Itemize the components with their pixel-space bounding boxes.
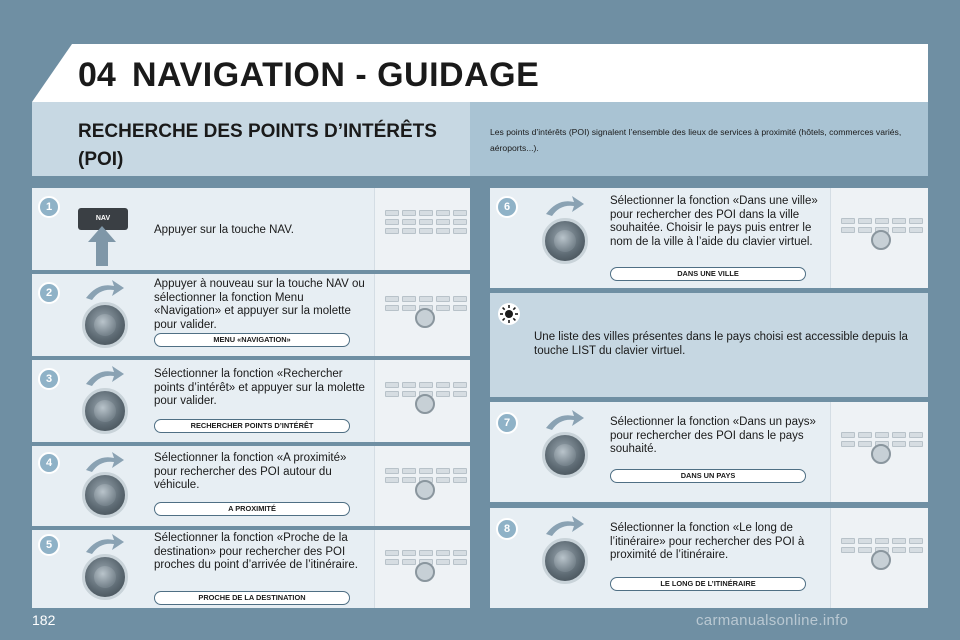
step-thumbnail	[374, 360, 470, 442]
step-thumbnail	[374, 188, 470, 270]
rotate-arrow-icon	[84, 450, 124, 472]
rotate-arrow-icon	[544, 408, 584, 430]
step-text: Sélectionner la fonction «A proximité» pour rechercher des POI autour du véhicule.	[154, 452, 347, 491]
info-text: Une liste des villes présentes dans le pays choisi est accessible depuis la touche LIST du clavier virtuel.	[534, 331, 908, 357]
chapter-number: 04	[78, 56, 116, 94]
rotary-knob-icon	[82, 388, 128, 434]
page-title: NAVIGATION - GUIDAGE	[132, 56, 540, 94]
step-text: Sélectionner la fonction «Dans une ville» pour rechercher des POI dans la ville souhaitée. Choisir le pays puis entrer le nom de la ville à l’aide du clavier virtuel.	[610, 195, 818, 248]
watermark: carmanualsonline.info	[696, 612, 849, 629]
tip-sun-icon	[498, 303, 520, 325]
step-thumbnail	[830, 508, 928, 608]
dashboard-thumbnail	[385, 550, 467, 568]
step-thumbnail	[830, 188, 928, 288]
menu-pill: A PROXIMITÉ	[154, 502, 350, 516]
menu-pill: MENU «NAVIGATION»	[154, 333, 350, 347]
section-title: RECHERCHE DES POINTS D’INTÉRÊTS (POI)	[78, 121, 437, 170]
rotary-knob-icon	[542, 538, 588, 584]
dashboard-thumbnail	[841, 218, 923, 236]
rotary-knob-icon	[82, 472, 128, 518]
dashboard-thumbnail	[841, 432, 923, 450]
step-badge: 5	[38, 534, 60, 556]
menu-pill: DANS UN PAYS	[610, 469, 806, 483]
step-badge: 1	[38, 196, 60, 218]
section-intro: Les points d’intérêts (POI) signalent l’ensemble des lieux de services à proximité (hôtels, commerces variés, aéroports...).	[490, 127, 902, 153]
rotary-knob-icon	[542, 432, 588, 478]
step-text: Sélectionner la fonction «Proche de la destination» pour rechercher des POI proches du point d’arrivée de l’itinéraire.	[154, 532, 358, 571]
dashboard-thumbnail	[385, 210, 467, 237]
nav-key-icon: NAV	[78, 208, 128, 230]
rotate-arrow-icon	[84, 364, 124, 386]
step-badge: 2	[38, 282, 60, 304]
rotary-knob-icon	[82, 554, 128, 600]
rotary-knob-icon	[542, 218, 588, 264]
step-badge: 3	[38, 368, 60, 390]
header-corner	[32, 44, 72, 102]
step-thumbnail	[374, 530, 470, 608]
dashboard-thumbnail	[385, 468, 467, 486]
dashboard-thumbnail	[841, 538, 923, 556]
page-number: 182	[32, 612, 56, 628]
step-text: Sélectionner la fonction «Dans un pays» pour rechercher des POI dans le pays souhaité.	[610, 416, 816, 455]
rotary-knob-icon	[82, 302, 128, 348]
step-thumbnail	[830, 402, 928, 502]
menu-pill: DANS UNE VILLE	[610, 267, 806, 281]
step-badge: 4	[38, 452, 60, 474]
rotate-arrow-icon	[544, 514, 584, 536]
dashboard-thumbnail	[385, 296, 467, 314]
rotate-arrow-icon	[84, 532, 124, 554]
step-text: Appuyer à nouveau sur la touche NAV ou sélectionner la fonction Menu «Navigation» et appuyer sur la molette pour valider.	[154, 278, 365, 331]
step-badge: 8	[496, 518, 518, 540]
step-badge: 7	[496, 412, 518, 434]
step-thumbnail	[374, 446, 470, 526]
step-badge: 6	[496, 196, 518, 218]
step-text: Sélectionner la fonction «Le long de l’itinéraire» pour rechercher des POI à proximité de l’itinéraire.	[610, 522, 805, 561]
menu-pill: RECHERCHER POINTS D’INTÉRÊT	[154, 419, 350, 433]
rotate-arrow-icon	[544, 194, 584, 216]
rotate-arrow-icon	[84, 278, 124, 300]
menu-pill: LE LONG DE L’ITINÉRAIRE	[610, 577, 806, 591]
step-thumbnail	[374, 274, 470, 356]
hand-arrow-icon	[88, 226, 116, 266]
step-text: Sélectionner la fonction «Rechercher points d’intérêt» et appuyer sur la molette pour valider.	[154, 368, 365, 407]
step-text: Appuyer sur la touche NAV.	[154, 224, 294, 236]
dashboard-thumbnail	[385, 382, 467, 400]
menu-pill: PROCHE DE LA DESTINATION	[154, 591, 350, 605]
